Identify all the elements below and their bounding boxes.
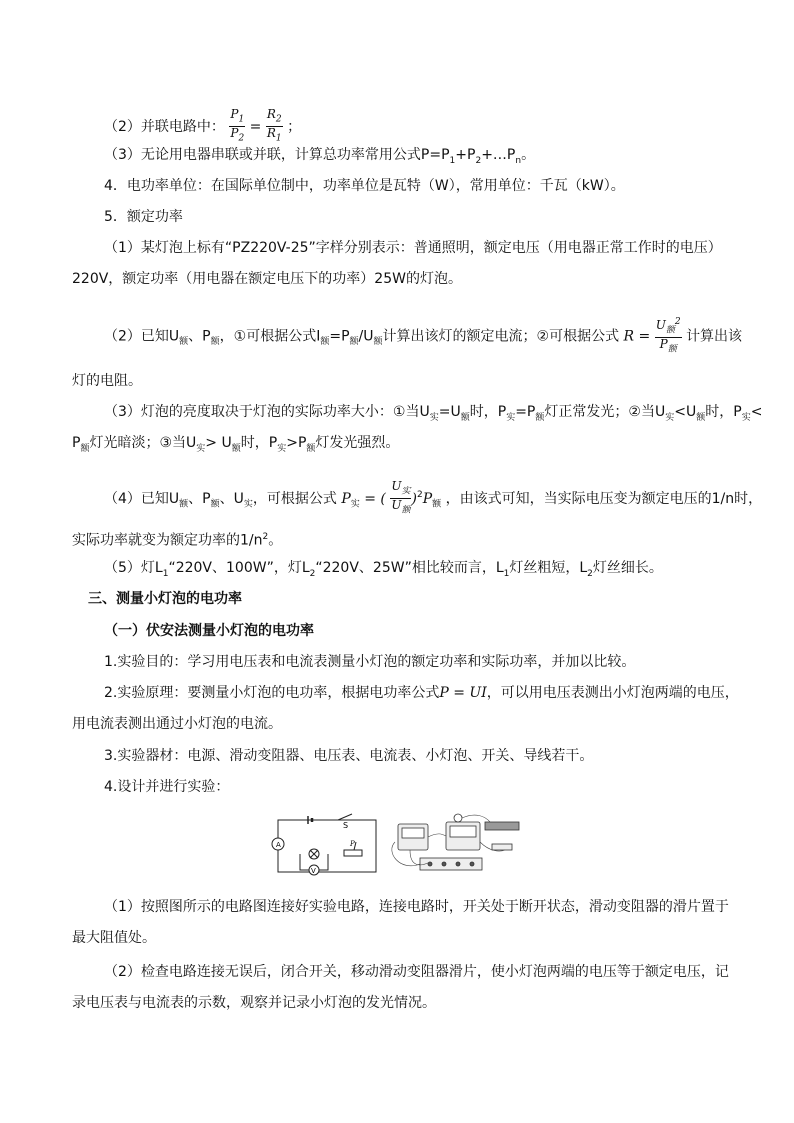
experiment-equipment: 3.实验器材：电源、滑动变阻器、电压表、电流表、小灯泡、开关、导线若干。 <box>104 748 594 764</box>
experiment-principle-2: 用电流表测出通过小灯泡的电流。 <box>72 716 282 732</box>
circuit-figure <box>270 812 525 882</box>
switch-label: S <box>343 821 349 830</box>
section-heading: 三、测量小灯泡的电功率 <box>88 591 242 607</box>
resistance-line-end: 灯的电阻。 <box>72 373 142 389</box>
brightness-line-1: （3）灯泡的亮度取决于灯泡的实际功率大小：①当$U_实=U_额$时，$P_实=P_额$灯正常发光；②当$U_实<U_额$时，$P_实<$ <box>104 404 763 423</box>
equals: = <box>249 118 262 135</box>
slider-label: P <box>350 840 355 848</box>
total-power-line: （3）无论用电器串联或并联，计算总功率常用公式$P=P_1+P_2+\dots P_n$。 <box>104 147 536 166</box>
apparatus-sketch <box>398 814 519 870</box>
unit-line: 4．电功率单位：在国际单位制中，功率单位是瓦特（W），常用单位：千瓦（kW）。 <box>104 178 625 194</box>
rated-line-2: 220V，额定功率（用电器在额定电压下的功率）25W的灯泡。 <box>72 271 462 287</box>
brightness-line-2: $P_额$灯光暗淡；③当$U_实> U_额$时，$P_实>P_额$灯发光强烈。 <box>72 435 400 454</box>
text: （2）并联电路中： <box>104 118 225 135</box>
step-2-line-1: （2）检查电路连接无误后，闭合开关，移动滑动变阻器滑片，使小灯泡两端的电压等于额定电压，记 <box>104 964 729 980</box>
subsection-heading: （一）伏安法测量小灯泡的电功率 <box>104 623 314 639</box>
ammeter-label: A <box>276 841 281 849</box>
experiment-principle: 2.实验原理：要测量小灯泡的电功率，根据电功率公式P = UI，可以用电压表测出小灯泡两端的电压， <box>104 685 739 701</box>
actual-power-result: 实际功率就变为额定功率的$1/n^2$。 <box>72 532 283 549</box>
filament-comparison: （5）灯$L_1“220V$、100W”，灯$L_2“220V$、25W”相比较而言，$L_1$灯丝粗短，$L_2$灯丝细长。 <box>104 560 663 579</box>
step-2-line-2: 录电压表与电流表的示数，观察并记录小灯泡的发光情况。 <box>72 995 436 1011</box>
experiment-purpose: 1.实验目的：学习用电压表和电流表测量小灯泡的额定功率和实际功率，并加以比较。 <box>104 654 636 670</box>
rated-current-line: （2）已知$U_额$、$P_额$，①可根据公式$I_额=P_额/U_额$计算出该灯的额定电流；②可根据公式 R = $\frac{U_额^2}{P_额}$ 计算出该 <box>104 317 743 355</box>
actual-power-line: （4）已知$U_额$、$P_额$、$U_实$，可根据公式 $P_实$ = ( $\frac{U_实}{U_额}$ )$^2P_额$ ，由该式可知，当实际电压变为额定电压的1/n时， <box>104 479 763 516</box>
fraction-r2-r1: $\frac{R_2}{R_1}$ <box>266 107 282 144</box>
rated-power-heading: 5．额定功率 <box>104 209 183 225</box>
fraction-voltage-ratio: $\frac{U_实}{U_额}$ <box>391 479 411 516</box>
step-1-line-1: （1）按照图所示的电路图连接好实验电路，连接电路时，开关处于断开状态，滑动变阻器的滑片置于 <box>104 899 729 915</box>
experiment-design: 4.设计并进行实验： <box>104 779 230 795</box>
parallel-formula-line: （2）并联电路中： $\frac{P_1}{P_2}$ = $\frac{R_2}{R_1}$ ； <box>104 107 302 144</box>
circuit-diagram <box>272 814 376 875</box>
step-1-line-2: 最大阻值处。 <box>72 930 156 946</box>
voltmeter-label: V <box>311 867 316 875</box>
fraction-p1-p2: $\frac{P_1}{P_2}$ <box>230 107 245 144</box>
rated-line-1: （1）某灯泡上标有“PZ220V-25”字样分别表示：普通照明，额定电压（用电器正常工作时的电压） <box>104 240 722 256</box>
fraction-resistance: $\frac{U_额^2}{P_额}$ <box>655 317 681 355</box>
